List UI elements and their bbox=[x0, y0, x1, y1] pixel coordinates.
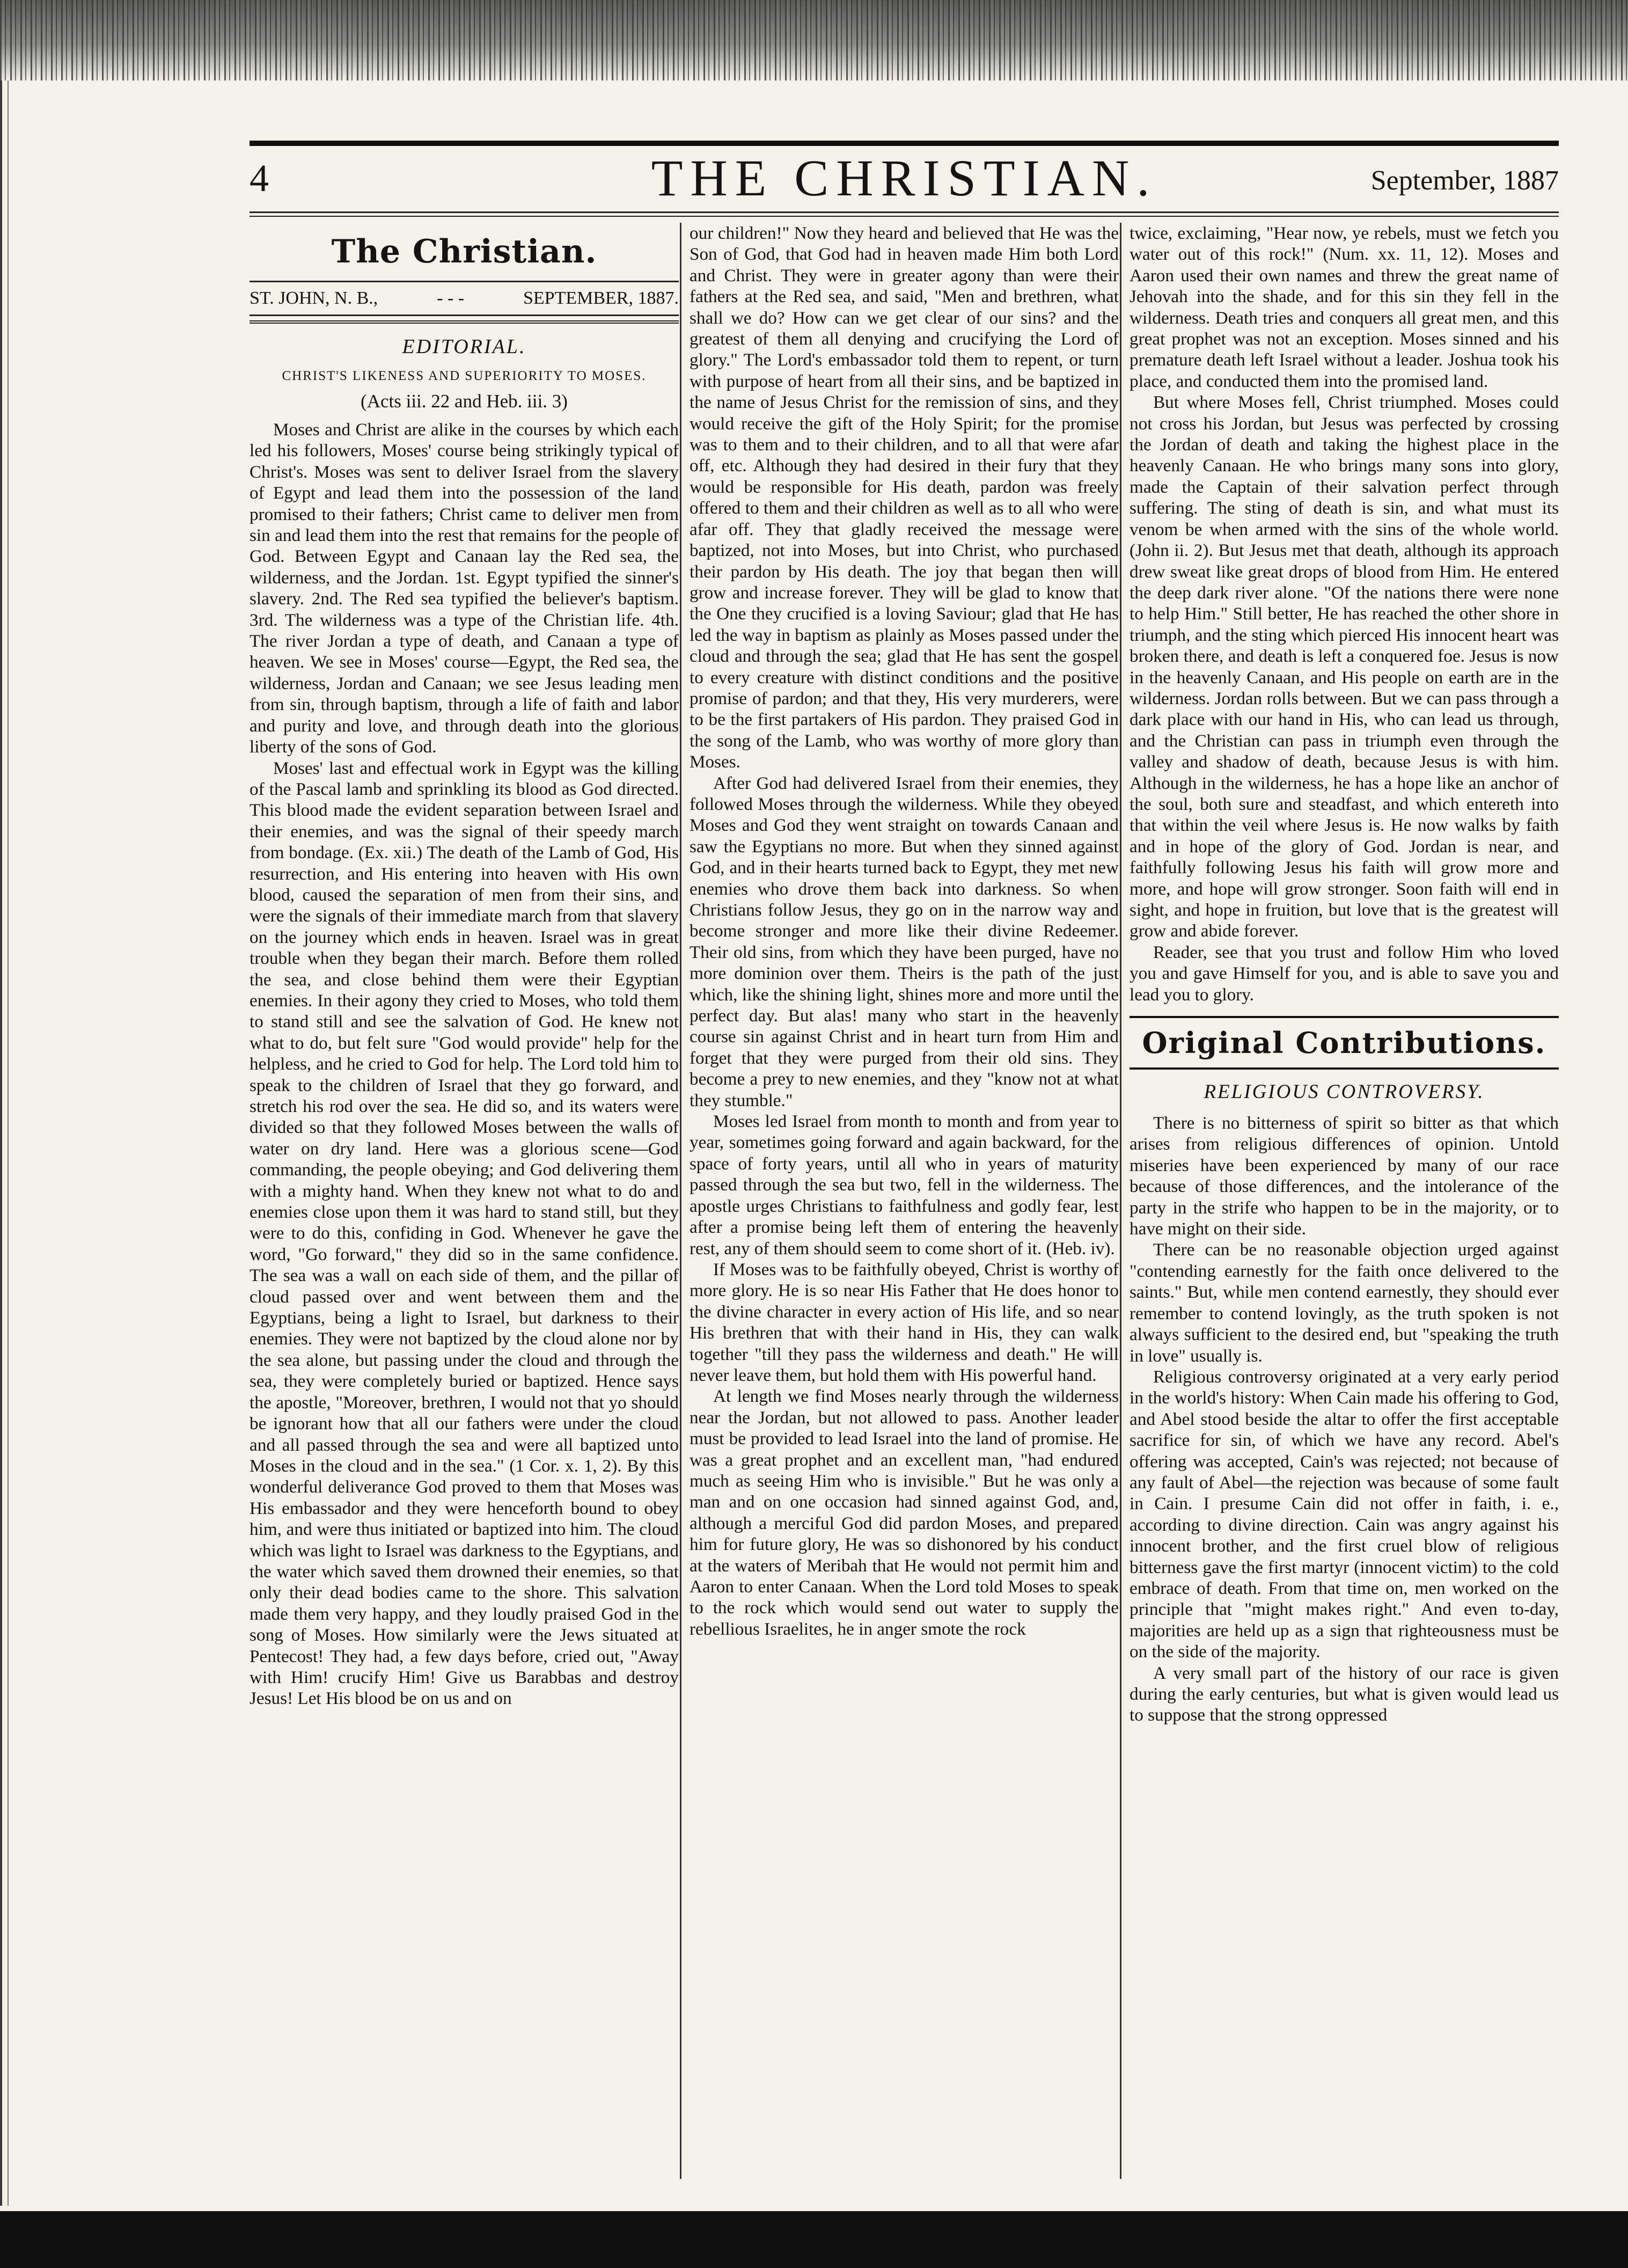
paragraph: twice, exclaiming, "Hear now, ye rebels, must we fetch you water out of this rock!" (Num. xx. 11, 12). Moses and Aaron used their own names and threw the great name of Jehovah into the shade, and for this sin they fell in the wilderness. Death tries and conquers all great men, and this great prophet was not an exception. Moses sinned and his premature death left Israel without a leader. Joshua took his place, and conducted them into the promised land. bbox=[1130, 223, 1559, 391]
paragraph: If Moses was to be faithfully obeyed, Christ is worthy of more glory. He is so near His Father that He does honor to the divine character in every action of His life, and so near His brethren that with their hand in His, they can walk together "till they pass the wilderness and death." He will never leave them, but hold them with His powerful hand. bbox=[690, 1259, 1119, 1385]
article-heading: RELIGIOUS CONTROVERSY. bbox=[1204, 1081, 1485, 1103]
page-number: 4 bbox=[250, 157, 269, 200]
paragraph: Moses' last and effectual work in Egypt was the killing of the Pascal lamb and sprinkling its blood as God directed. This blood made the evident separation between Israel and their enemies, and was the signal of their speedy march from bondage. (Ex. xii.) The death of the Lamb of God, His resurrection, and His entering into heaven with His own blood, caused the separation of men from their sins, and were the signals of their immediate march from that slavery on the journey which ends in heaven. Israel was in great trouble when they began their march. Before them rolled the sea, and close behind them were their Egyptian enemies. In their agony they cried to Moses, who told them to stand still and see the salvation of God. He knew not what to do, but felt sure "God would provide" help for the helpless, and he cried to God for help. The Lord told him to speak to the children of Israel that they go forward, and stretch his rod over the sea. He did so, and its waters were divided so that they followed Moses between the walls of water on dry land. Here was a glorious scene—God commanding, the people obeying; and God delivering them with a mighty hand. When they knew not what to do and enemies close upon them it was hard to stand still, but they were to do this, confiding in God. Whenever he gave the word, "Go forward," they did so in the same confidence. The sea was a wall on each side of them, and the pillar of cloud passed over and went between them and the Egyptians, being a light to Israel, but darkness to their enemies. They were not baptized by the cloud alone nor by the sea alone, but passing under the cloud and through the sea, they were completely buried or baptized. Hence says the apostle, "Moreover, brethren, I would not that yo should be ignorant how that all our fathers were under the cloud and all passed through the sea and were all baptized unto Moses in the cloud and in the sea." (1 Cor. x. 1, 2). By this wonderful deliverance God proved to them that Moses was His embassador and they were henceforth bound to obey him, and were thus initiated or baptized into him. The cloud which was light to Israel was darkness to the Egyptians, and the water which saved them drowned their enemies, so that only their dead bodies came to the shore. This salvation made them very happy, and they loudly praised God in the song of Moses. How similarly were the Jews situated at Pentecost! They had, a few days before, cried out, "Away with Him! crucify Him! Give us Barabbas and destroy Jesus! Let His blood be on us and on bbox=[250, 758, 679, 1709]
column-divider-1 bbox=[680, 223, 681, 2179]
article-title: CHRIST'S LIKENESS AND SUPERIORITY TO MOSES. bbox=[282, 369, 647, 383]
paragraph: But where Moses fell, Christ triumphed. Moses could not cross his Jordan, but Jesus was perfected by crossing the Jordan of death and taking the highest place in the heavenly Canaan. He who brings many sons into glory, made the Captain of their salvation perfect through suffering. The sting of death is sin, and what must its venom be when armed with the sins of the whole world. (John ii. 2). But Jesus met that death, although its approach drew sweat like great drops of blood from Him. He entered the deep dark river alone. "Of the nations there were none to help Him." Still better, He has reached the other shore in triumph, and the sting which pierced His innocent heart was broken there, and death is left a conquered foe. Jesus is now in the heavenly Canaan, and His people on earth are in the wilderness. Jordan rolls between. But we can pass through a dark place with our hand in His, who can lead us through, and the Christian can pass in triumph even through the valley and shadow of death, because Jesus is with him. Although in the wilderness, he has a hope like an anchor of the soul, both sure and steadfast, and which entereth into that within the veil where Jesus is. He now walks by faith and in hope of the glory of God. Jordan is near, and faithfully following Jesus his faith will grow more and more, and hope will grow stronger. Soon faith will end in sight, and hope in fruition, but love that is the greatest will grow and abide forever. bbox=[1130, 392, 1559, 941]
header-bottom-rule-2 bbox=[250, 216, 1559, 217]
dateline-separator: - - - bbox=[437, 288, 465, 308]
header-top-rule bbox=[250, 141, 1559, 146]
double-rule bbox=[250, 316, 679, 324]
scan-bottom-edge bbox=[0, 2206, 1628, 2268]
dateline-place: ST. JOHN, N. B., bbox=[250, 288, 378, 308]
dateline bbox=[250, 281, 679, 316]
paragraph: After God had delivered Israel from their enemies, they followed Moses through the wilderness. While they obeyed Moses and God they went straight on towards Canaan and saw the Egyptians no more. But when they sinned against God, and in their hearts turned back to Egypt, they met new enemies who drove them back into darkness. So when Christians follow Jesus, they go on in the narrow way and become stronger and more like their divine Redeemer. Their old sins, from which they have been purged, have no more dominion over them. Theirs is the path of the just which, like the shining light, shines more and more until the perfect day. But alas! many who start in the heavenly course sin against Christ and in heart turn from Him and forget that they were purged from their old sins. They become a prey to new enemies, and they "know not at what they stumble." bbox=[690, 773, 1119, 1110]
paragraph: At length we find Moses nearly through the wilderness near the Jordan, but not allowed to pass. Another leader must be provided to lead Israel into the land of promise. He was a great prophet and an excellent man, "had endured much as seeing Him who is invisible." But he was only a man and on one occasion had sinned against God, and, although a merciful God did pardon Moses, and prepared him for future glory, He was so dishonored by his conduct at the waters of Meribah that He would not permit him and Aaron to enter Canaan. When the Lord told Moses to speak to the rock which would send out water to supply the rebellious Israelites, he in anger smote the rock bbox=[690, 1386, 1119, 1639]
paragraph: Moses led Israel from month to month and from year to year, sometimes going forward and again backward, for the space of forty years, until all who in years of maturity passed through the sea but two, fell in the wilderness. The apostle urges Christians to faithfulness and godly fear, lest after a promise being left them of entering the heavenly rest, any of them should seem to come short of it. (Heb. iv). bbox=[690, 1111, 1119, 1259]
paragraph: Religious controversy originated at a very early period in the world's history: When Cain made his offering to God, and Abel stood beside the altar to offer the first acceptable sacrifice for sin, of which we have any record. Abel's offering was accepted, Cain's was rejected; not because of any fault of Abel—the rejection was because of some fault in Cain. I presume Cain did not offer in faith, i. e., according to divine direction. Cain was angry against his innocent brother, and the first cruel blow of religious bitterness gave the first martyr (innocent victim) to the cold embrace of death. From that time on, men worked on the principle that "might makes right." And even to-day, majorities are held up as a sign that righteousness must be on the side of the majority. bbox=[1130, 1366, 1559, 1662]
masthead: THE CHRISTIAN. bbox=[651, 149, 1157, 207]
paragraph: Reader, see that you trust and follow Him who loved you and gave Himself for you, and is able to save you and lead you to glory. bbox=[1130, 942, 1559, 1005]
column-divider-2 bbox=[1120, 223, 1121, 2179]
paragraph: There can be no reasonable objection urged against "contending earnestly for the faith once delivered to the saints." But, while men contend earnestly, they should ever remember to contend lovingly, as the truth spoken is not always sufficient to the desired end, but "speaking the truth in love" usually is. bbox=[1130, 1240, 1559, 1366]
contributions-banner bbox=[1130, 1016, 1559, 1070]
scan-left-edge bbox=[0, 81, 21, 2268]
issue-date: September, 1887 bbox=[1370, 165, 1559, 196]
column-1 bbox=[250, 223, 679, 2182]
paragraph: our children!" Now they heard and believed that He was the Son of God, that God had in heaven made Him both Lord and Christ. They were in greater agony than were their fathers at the Red sea, and said, "Men and brethren, what shall we do? How can we get clear of our sins? and the greatest of them all denying and crucifying the Lord of glory." The Lord's embassador told them to repent, or turn with purpose of heart from all their sins, and be baptized in the name of Jesus Christ for the remission of sins, and they would receive the gift of the Holy Spirit; for the promise was to them and to their children, and to all that were afar off, etc. Although they had desired in their fury that they would be responsible for His death, pardon was freely offered to them and their children as well as to all who were afar off. They that gladly received the message were baptized, not into Moses, but into Christ, who purchased their pardon by His death. The joy that began then will grow and increase forever. They will be glad to know that the One they crucified is a loving Saviour; glad that He has led the way in baptism as plainly as Moses passed under the cloud and through the sea; glad that He has sent the gospel to every creature with distinct conditions and the positive promise of pardon; and that they, His very murderers, were to be the first partakers of His pardon. They praised God in the song of the Lamb, who was worthy of more glory than Moses. bbox=[690, 223, 1119, 772]
dateline-date: SEPTEMBER, 1887. bbox=[523, 288, 679, 308]
column-3 bbox=[1130, 223, 1559, 2182]
contributions-heading: Original Contributions. bbox=[1142, 1026, 1546, 1060]
paragraph: Moses and Christ are alike in the courses by which each led his followers, Moses' course being strikingly typical of Christ's. Moses was sent to deliver Israel from the slavery of Egypt and lead them into the possession of the land promised to their fathers; Christ came to deliver men from sin and lead them into the rest that remains for the people of God. Between Egypt and Canaan lay the Red sea, the wilderness, and the Jordan. 1st. Egypt typified the sinner's slavery. 2nd. The Red sea typified the believer's baptism. 3rd. The wilderness was a type of the Christian life. 4th. The river Jordan a type of death, and Canaan a type of heaven. We see in Moses' course—Egypt, the Red sea, the wilderness, Jordan and Canaan; we see Jesus leading men from sin, through baptism, through a life of faith and labor and purity and love, and through death into the glorious liberty of the sons of God. bbox=[250, 420, 679, 757]
scan-top-edge bbox=[0, 0, 1628, 81]
paragraph: There is no bitterness of spirit so bitter as that which arises from religious differences of opinion. Untold miseries have been experienced by many of our race because of those differences, and the intolerance of the party in the strife who happen to be in the majority, or to have might on their side. bbox=[1130, 1113, 1559, 1239]
scripture-reference: (Acts iii. 22 and Heb. iii. 3) bbox=[361, 391, 568, 412]
header-bottom-rule bbox=[250, 211, 1559, 213]
page-header bbox=[250, 151, 1559, 210]
paragraph: A very small part of the history of our race is given during the early centuries, but what is given would lead us to suppose that the strong oppressed bbox=[1130, 1663, 1559, 1725]
paper-title: The Christian. bbox=[331, 233, 597, 270]
section-heading: EDITORIAL. bbox=[402, 335, 526, 358]
column-2 bbox=[690, 223, 1119, 2182]
